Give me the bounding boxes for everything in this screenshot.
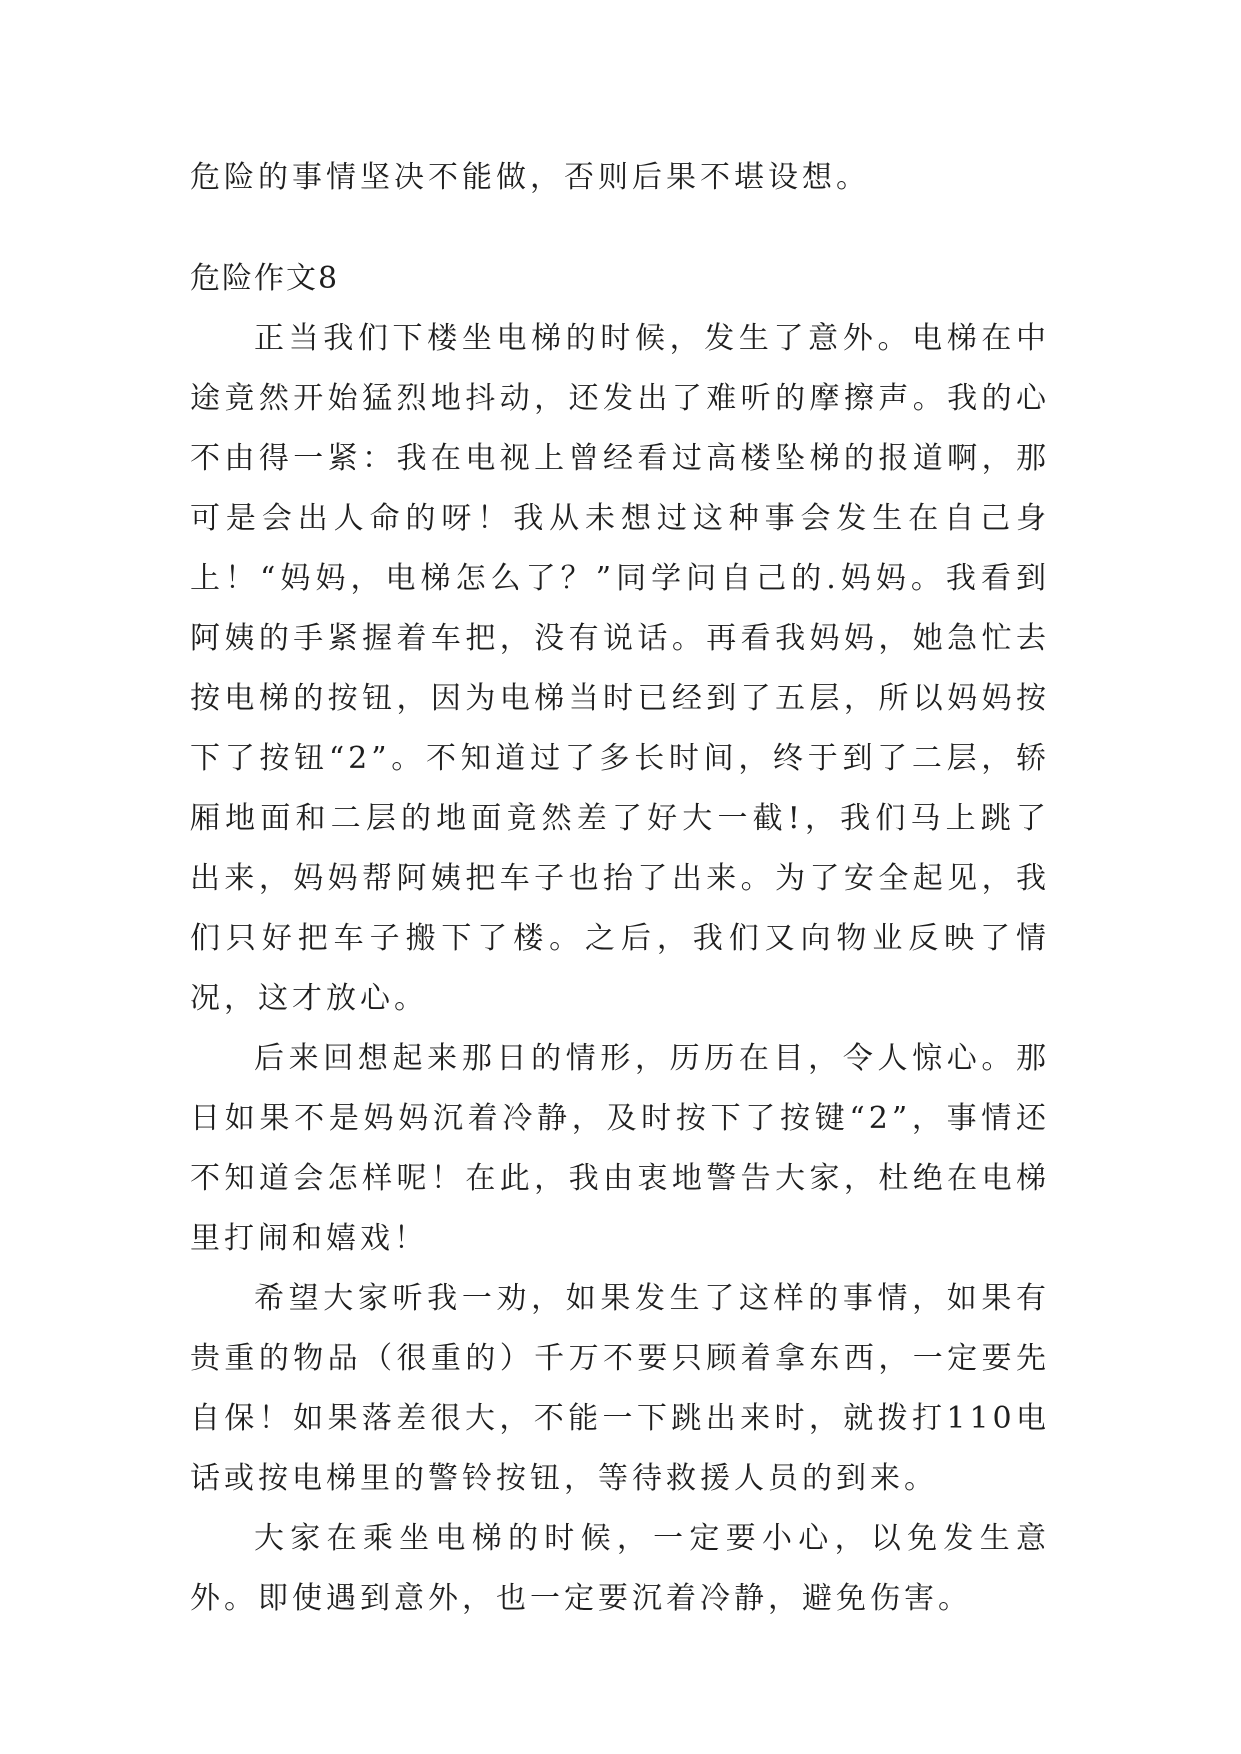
body-paragraph-1: 正当我们下楼坐电梯的时候，发生了意外。电梯在中途竟然开始猛烈地抖动，还发出了难听的摩擦声。我的心不由得一紧：我在电视上曾经看过高楼坠梯的报道啊，那可是会出人命的呀！我从未想过这种事会发生在自己身上！“妈妈，电梯怎么了？”同学问自己的.妈妈。我看到阿姨的手紧握着车把，没有说话。再看我妈妈，她急忙去按电梯的按钮，因为电梯当时已经到了五层，所以妈妈按下了按钮“2”。不知道过了多长时间，终于到了二层，轿厢地面和二层的地面竟然差了好大一截!，我们马上跳了出来，妈妈帮阿姨把车子也抬了出来。为了安全起见，我们只好把车子搬下了楼。之后，我们又向物业反映了情况，这才放心。 xyxy=(190,321,1050,1016)
section-title: 危险作文8 xyxy=(190,261,340,296)
body-paragraph-4: 大家在乘坐电梯的时候，一定要小心，以免发生意外。即使遇到意外，也一定要沉着冷静，避免伤害。 xyxy=(190,1521,1050,1616)
lead-paragraph: 危险的事情坚决不能做，否则后果不堪设想。 xyxy=(190,160,870,195)
document-body xyxy=(190,148,1050,1629)
body-paragraph-3: 希望大家听我一劝，如果发生了这样的事情，如果有贵重的物品（很重的）千万不要只顾着拿东西，一定要先自保！如果落差很大，不能一下跳出来时，就拨打110电话或按电梯里的警铃按钮，等待救援人员的到来。 xyxy=(190,1281,1050,1496)
body-paragraph-2: 后来回想起来那日的情形，历历在目，令人惊心。那日如果不是妈妈沉着冷静，及时按下了按键“2”，事情还不知道会怎样呢！在此，我由衷地警告大家，杜绝在电梯里打闹和嬉戏！ xyxy=(190,1041,1050,1256)
